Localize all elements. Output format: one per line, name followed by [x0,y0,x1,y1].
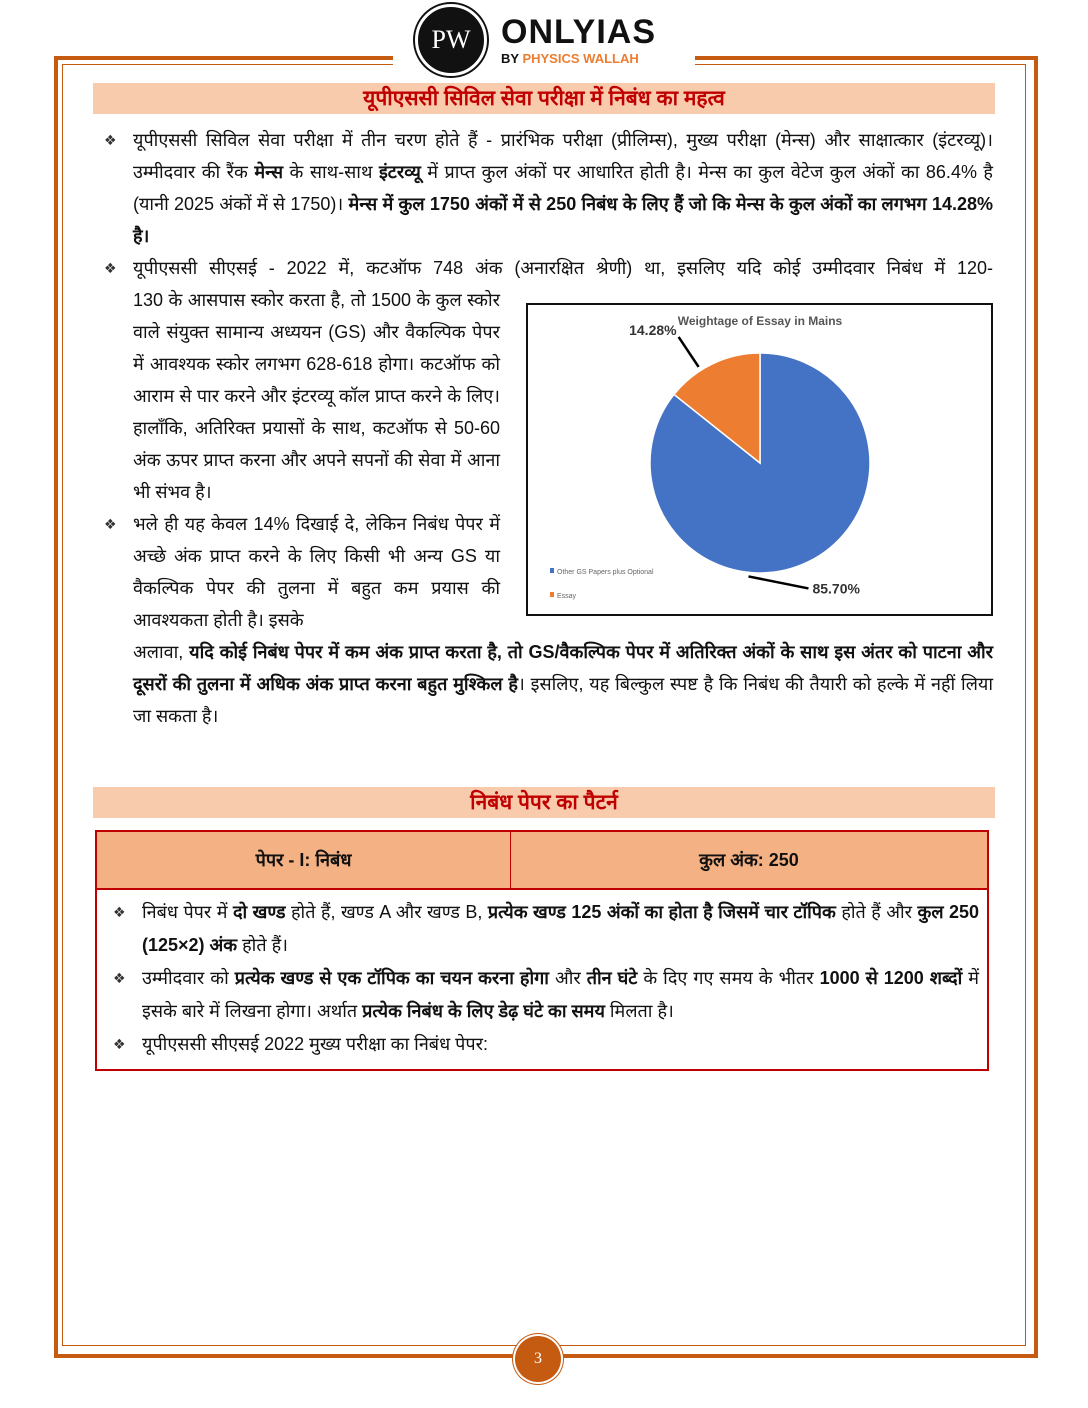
paragraph-text: 130 के आसपास स्कोर करता है, तो 1500 के कुल स्कोर वाले संयुक्त सामान्य अध्ययन (GS) और वैकल्पिक पेपर में आवश्यक स्कोर लगभग 628-618 होगा। कटऑफ को आराम से पार करने और इंटरव्यू कॉल प्राप्त करने के लिए। हालाँकि, अतिरिक्त प्रयासों के साथ, कटऑफ से 50-60 अंक ऊपर प्राप्त करना और अपने सपनों की सेवा में आना भी संभव है। [133,290,500,502]
brand-name: ONLYIAS [501,13,657,51]
table-header-paper: पेपर - I: निबंध [97,832,511,888]
paragraph-text [142,1034,488,1054]
text-segment: निबंध पेपर में [142,902,233,922]
legend-label-0: Other GS Papers plus Optional [557,569,654,576]
text-segment: होते हैं। [237,935,288,955]
bold-text: प्रत्येक खण्ड 125 अंकों का होता है जिसमें चार टॉपिक [487,902,836,922]
text-segment: मिलता है। [604,1001,674,1021]
bold-text: दो खण्ड [232,902,286,922]
leader-line-1 [679,337,699,367]
bullet-icon: ❖ [104,516,117,532]
text-segment: उम्मीदवार को [142,968,235,988]
header-logo [393,0,695,80]
legend-label-1: Essay [557,593,577,600]
bold-text: मेन्स में कुल 1750 अंकों में से 250 निबंध के लिए हैं जो कि मेन्स के कुल अंकों का लगभग 14.28% है। [133,194,994,246]
leader-line-0 [748,576,808,588]
chart-title: Weightage of Essay in Mains [677,314,843,328]
list-item [113,896,979,962]
table-header-marks: कुल अंक: 250 [699,850,799,870]
section-heading-essay-importance: यूपीएससी सिविल सेवा परीक्षा में निबंध का महत्व [93,83,995,114]
bullet-icon: ❖ [113,1036,126,1052]
text-segment: में प्राप्त कुल अंकों पर आधारित होती है। मेन्स का कुल वेटेज कुल अंकों का 86.4% है (यानी 2025 अंकों में से 1750)। [133,162,993,214]
bullet-icon: ❖ [104,132,117,148]
bold-text: 1000 से 1200 शब्दों [819,968,963,988]
paragraph-text [104,636,993,732]
pie-chart-svg [528,305,991,614]
bold-text: कुल 250 (125×2) अंक [142,902,980,955]
bold-text: इंटरव्यू [378,162,421,182]
list-item [113,1028,979,1061]
pw-logo-icon: PW [415,4,487,76]
text-segment: यूपीएससी सिविल सेवा परीक्षा में तीन चरण होते हैं - प्रारंभिक परीक्षा (प्रीलिम्स), मुख्य परीक्षा (मेन्स) और साक्षात्कार (इंटरव्यू)। उम्मीदवार की रैंक [133,130,993,182]
text-segment: । इसलिए, यह बिल्कुल स्पष्ट है कि निबंध की तैयारी को हल्के में नहीं लिया जा सकता है। [133,674,993,726]
bold-text: तीन घंटे [586,968,638,988]
section-heading-essay-pattern: निबंध पेपर का पैटर्न [93,787,995,818]
paragraph-text: भले ही यह केवल 14% दिखाई दे, लेकिन निबंध पेपर में अच्छे अंक प्राप्त करने के लिए किसी भी अन्य GS या वैकल्पिक पेपर की तुलना में बहुत कम प्रयास की आवश्यकता होती है। इसके [133,514,500,630]
paragraph-text: यूपीएससी सीएसई - 2022 में, कटऑफ 748 अंक (अनारक्षित श्रेणी) था, इसलिए यदि कोई उम्मीदवार निबंध में 120- [133,258,993,278]
data-label-1: 14.28% [629,321,677,338]
table-body [97,890,987,1069]
paragraph-text [142,902,979,955]
bullet-exam-stages [104,124,993,252]
brand-subtitle: BY PHYSICS WALLAH [501,51,639,66]
text-segment: अलावा, [133,642,190,662]
bullet-essay-effort [104,508,500,636]
text-segment: होते हैं, खण्ड A और खण्ड B, [285,902,488,922]
bullet-icon: ❖ [104,260,117,276]
bullet-icon: ❖ [113,904,126,920]
bullet-icon: ❖ [113,970,126,986]
section-essay-importance [104,124,993,732]
text-segment: और [548,968,587,988]
legend-swatch-0 [550,568,554,573]
text-segment: के दिए गए समय के भीतर [637,968,820,988]
text-segment: यूपीएससी सीएसई 2022 मुख्य परीक्षा का निबंध पेपर: [142,1034,488,1054]
essay-pattern-table [95,830,989,1071]
page-number: 3 [515,1336,561,1382]
bullet-cutoff [104,252,993,284]
table-header-row [97,832,987,890]
pie-chart [526,303,993,616]
legend-swatch-1 [550,592,554,597]
bold-text: प्रत्येक निबंध के लिए डेढ़ घंटे का समय [362,1001,605,1021]
bold-text: मेन्स [254,162,284,182]
bold-text: प्रत्येक खण्ड से एक टॉपिक का चयन करना होगा [234,968,549,988]
data-label-0: 85.70% [812,580,860,597]
text-segment: के साथ-साथ [283,162,379,182]
list-item [113,962,979,1028]
text-segment: में इसके बारे में लिखना होगा। अर्थात [142,968,980,1021]
paragraph-text [133,130,993,246]
text-segment: होते हैं और [835,902,918,922]
paragraph-text [142,968,979,1021]
bold-text: यदि कोई निबंध पेपर में कम अंक प्राप्त करता है, तो GS/वैकल्पिक पेपर में अतिरिक्त अंकों के साथ इस अंतर को पाटना और दूसरों की तुलना में अधिक अंक प्राप्त करना बहुत मुश्किल है [133,642,993,694]
